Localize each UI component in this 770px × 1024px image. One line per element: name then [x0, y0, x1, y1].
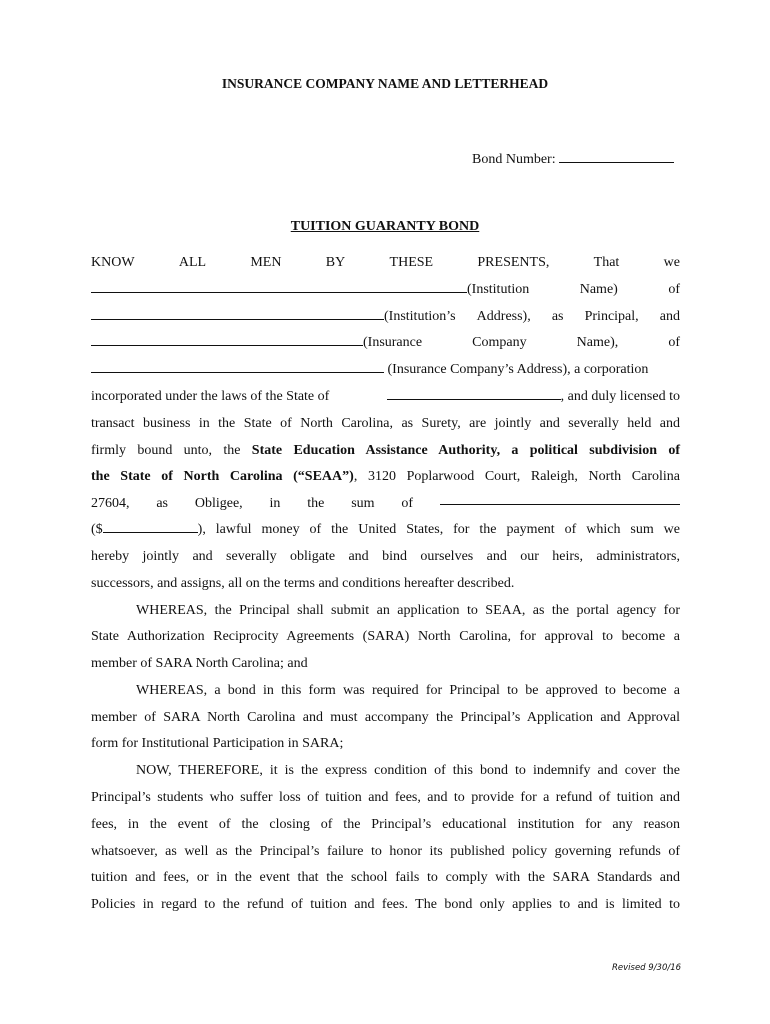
text-line-6 — [91, 383, 680, 410]
state-line — [387, 383, 680, 410]
word: THESE — [389, 255, 434, 270]
line-text: , 3120 Poplarwood Court, Raleigh, North Carolina — [353, 469, 681, 484]
word: Address), — [476, 309, 531, 324]
bond-number — [472, 148, 674, 168]
bond-number-blank — [559, 148, 674, 163]
institution-name-blank — [91, 278, 467, 293]
text-line-12: hereby jointly and severally obligate and bind ourselves and our heirs, administrators, — [91, 549, 680, 564]
word: Name), — [576, 335, 619, 350]
sum-amount-blank — [103, 518, 198, 533]
para1-line-1: WHEREAS, the Principal shall submit an application to SEAA, as the portal agency for — [136, 603, 680, 618]
bond-number-label: Bond Number: — [472, 152, 556, 167]
insurance-address-blank — [91, 358, 384, 373]
para3-line-3: fees, in the event of the closing of the Principal’s educational institution for any reason — [91, 817, 680, 832]
institution-address-blank — [91, 305, 384, 320]
text-line-8 — [91, 437, 680, 464]
text-line-4 — [91, 329, 680, 356]
text-line-11 — [91, 516, 680, 543]
word: sum — [351, 496, 375, 511]
text-line-2 — [91, 276, 680, 303]
para3-line-2: Principal’s students who suffer loss of tuition and fees, and to provide for a refund of tuition and — [91, 790, 680, 805]
para1-line-2: State Authorization Reciprocity Agreements (SARA) North Carolina, for approval to become a — [91, 629, 680, 644]
para3-line-1: NOW, THEREFORE, it is the express condition of this bond to indemnify and cover the — [136, 763, 680, 778]
word: (Insurance — [363, 335, 423, 350]
insurance-name-blank — [91, 331, 363, 346]
text-line-13: successors, and assigns, all on the terms and conditions hereafter described. — [91, 576, 515, 591]
word: as — [156, 496, 169, 511]
word: we — [663, 255, 680, 270]
word: 27604, — [91, 496, 130, 511]
page-title: TUITION GUARANTY BOND — [290, 219, 480, 234]
word: KNOW — [91, 255, 135, 270]
line-text: ), lawful money of the United States, for the payment of which sum we — [197, 522, 680, 537]
word: Company — [472, 335, 527, 350]
word: of — [668, 282, 680, 297]
text-line-3 — [91, 303, 680, 330]
word: of — [401, 496, 414, 511]
sum-words-blank — [440, 490, 680, 505]
word: Obligee, — [194, 496, 243, 511]
line-text: (Insurance Company’s Address), a corporation — [387, 362, 649, 377]
institution-address-line — [91, 303, 456, 330]
word: ALL — [178, 255, 207, 270]
word: Name) — [579, 282, 618, 297]
line-text: , and duly licensed to — [560, 389, 680, 404]
word: and — [659, 309, 680, 324]
insurance-name-line — [91, 329, 422, 356]
text-line-9 — [91, 463, 680, 490]
word: Principal, — [584, 309, 639, 324]
obligee-name: State Education Assistance Authority, a political subdivision of — [251, 443, 680, 458]
line-text: incorporated under the laws of the State of — [91, 389, 330, 404]
letterhead: INSURANCE COMPANY NAME AND LETTERHEAD — [221, 76, 549, 91]
word: PRESENTS, — [477, 255, 550, 270]
para2-line-2: member of SARA North Carolina and must accompany the Principal’s Application and Approval — [91, 710, 680, 725]
para3-line-5: tuition and fees, or in the event that the school fails to comply with the SARA Standards and — [91, 870, 680, 885]
para1-line-3: member of SARA North Carolina; and — [91, 656, 308, 671]
obligee-abbrev: the State of North Carolina (“SEAA”) — [91, 469, 354, 484]
state-blank — [387, 385, 561, 400]
text-line-10 — [91, 490, 680, 517]
para3-line-4: whatsoever, as well as the Principal’s failure to honor its published policy governing refunds of — [91, 844, 680, 859]
text-line-1 — [91, 249, 680, 276]
line-text: firmly bound unto, the — [91, 443, 252, 458]
word: as — [551, 309, 564, 324]
para3-line-6: Policies in regard to the refund of tuition and fees. The bond only applies to and is limited to — [91, 897, 680, 912]
line-text: ($ — [91, 522, 103, 537]
word: (Institution’s — [384, 309, 456, 324]
word: in — [269, 496, 281, 511]
para2-line-3: form for Institutional Participation in SARA; — [91, 736, 344, 751]
text-line-5 — [91, 356, 680, 383]
word: That — [593, 255, 620, 270]
word: the — [307, 496, 325, 511]
word: of — [668, 335, 680, 350]
word: MEN — [250, 255, 282, 270]
para2-line-1: WHEREAS, a bond in this form was required for Principal to be approved to become a — [136, 683, 680, 698]
text-line-7: transact business in the State of North Carolina, as Surety, are jointly and severally held and — [91, 416, 680, 431]
institution-name-line — [91, 276, 529, 303]
revision-footer: Revised 9/30/16 — [612, 963, 682, 973]
word: BY — [325, 255, 346, 270]
word: (Institution — [467, 282, 530, 297]
